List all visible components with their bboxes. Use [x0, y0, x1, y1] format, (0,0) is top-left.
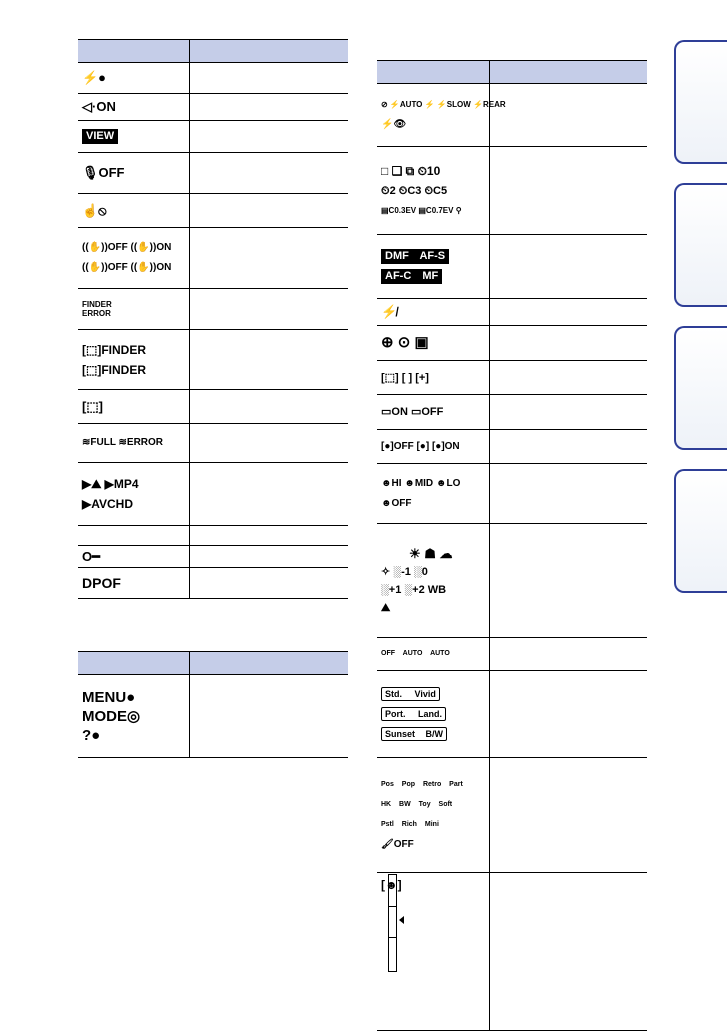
table-row — [78, 121, 348, 153]
picture-effect-icons: Pos Pop Retro Part — [381, 781, 463, 788]
sensitivity-indicator-icon — [399, 916, 404, 924]
playback-avchd-icon: ▶AVCHD — [82, 497, 134, 511]
protect-key-icon: O━ — [82, 548, 100, 564]
table-row — [78, 228, 348, 289]
table-row — [377, 464, 647, 524]
bracket-icons: ▤C0.3EV ▤C0.7EV ⚲ — [381, 205, 462, 215]
smile-sensitivity-bar — [388, 874, 397, 972]
icon-table-left-2 — [78, 651, 348, 758]
header-cell-indication — [190, 652, 348, 674]
white-balance-icons-3: ░+1 ░+2 WB — [381, 583, 447, 596]
header-cell-display — [78, 40, 190, 62]
finder-scene-icon: [⬚]FINDER — [82, 362, 146, 377]
table-header — [377, 61, 647, 84]
table-row — [377, 638, 647, 671]
database-icon: ≋FULL ≋ERROR — [82, 437, 164, 448]
steadyshot-active-icon: ((✋))OFF ((✋))ON — [82, 262, 172, 273]
table-row — [78, 289, 348, 330]
finder-error-label-2: ERROR — [82, 309, 111, 318]
drive-mode-icons: □ ❑ ⧉ ⏲10 — [381, 163, 441, 178]
smile-shutter-icons: ☻HI ☻MID ☻LO — [381, 477, 461, 489]
blank-icon — [82, 529, 185, 542]
self-timer-icons: ⏲2 ⏲C3 ⏲C5 — [381, 184, 448, 197]
iso-icons: OFF AUTO AUTO — [381, 650, 450, 657]
header-cell-indication — [490, 61, 647, 83]
metering-mode-icons: ⊕ ⊙ ▣ — [381, 334, 429, 351]
table-row — [78, 546, 348, 568]
flash-charging-icon: ⚡● — [82, 70, 107, 85]
table-row — [78, 675, 348, 757]
focus-mode-icons-2: AF-C MF — [381, 269, 442, 284]
table-row — [78, 390, 348, 424]
tab-operation-search[interactable] — [674, 183, 727, 307]
table-row — [78, 568, 348, 598]
table-row — [78, 463, 348, 526]
table-row — [377, 524, 647, 638]
table-row — [78, 526, 348, 546]
help-button-icon: ?● — [82, 726, 101, 744]
touch-disabled-icon: ☝⦸ — [82, 202, 107, 218]
white-balance-icons-2: ✧ ░-1 ░0 — [381, 565, 428, 578]
custom-wb-icon: ⛰ — [381, 601, 391, 614]
table-row — [377, 147, 647, 235]
picture-effect-icons-3: Pstl Rich Mini — [381, 821, 439, 828]
table-row — [377, 235, 647, 299]
creative-style-std-vivid: Std. Vivid — [381, 687, 440, 701]
af-illuminator-icon: ◁·ON — [82, 99, 116, 114]
face-detection-icons: [●]OFF [●] [●]ON — [381, 440, 460, 452]
table-row — [377, 395, 647, 430]
table-row — [377, 299, 647, 326]
table-row — [78, 194, 348, 228]
table-row — [377, 361, 647, 395]
dpof-icon: DPOF — [82, 575, 121, 591]
finder-error-label: FINDER — [82, 300, 112, 309]
table-row — [377, 758, 647, 873]
tab-contents[interactable] — [674, 40, 727, 164]
table-header — [78, 652, 348, 675]
table-row — [377, 671, 647, 758]
steadyshot-icon: ((✋))OFF ((✋))ON — [82, 242, 172, 253]
header-cell-display — [78, 652, 190, 674]
red-eye-icon: ⚡👁 — [381, 119, 407, 130]
finder-auto-icon: [⬚]FINDER — [82, 342, 146, 357]
table-row — [377, 326, 647, 361]
mode-button-icon: MODE◎ — [82, 708, 141, 725]
table-row — [78, 330, 348, 390]
flash-mode-icons: ⊘ ⚡AUTO ⚡ ⚡SLOW ⚡REAR — [381, 100, 506, 109]
flash-off-icon: ⚡̸ — [381, 304, 398, 319]
dro-icons: ▭ON ▭OFF — [381, 406, 444, 418]
table-row — [78, 153, 348, 194]
table-row — [377, 84, 647, 147]
heat-warning-icon: [⬚] — [82, 398, 103, 414]
tab-settings-search[interactable] — [674, 326, 727, 450]
header-cell-indication — [190, 40, 348, 62]
smile-shutter-off-icon: ☻OFF — [381, 497, 412, 509]
table-row — [377, 430, 647, 464]
header-cell-display — [377, 61, 490, 83]
icon-table-left — [78, 39, 348, 599]
playback-folder-icon: ▶⛰ ▶MP4 — [82, 477, 139, 491]
white-balance-icons: ☀ ☗ ☁ — [409, 545, 453, 561]
creative-style-port-land: Port. Land. — [381, 707, 446, 721]
focus-mode-icons: DMF AF-S — [381, 249, 449, 264]
view-icon: VIEW — [82, 129, 118, 144]
mic-off-icon: 🎙OFF — [82, 165, 125, 180]
smile-detection-icon: [☻] — [381, 877, 402, 892]
table-row — [78, 63, 348, 94]
tab-index[interactable] — [674, 469, 727, 593]
icon-table-right — [377, 60, 647, 1031]
picture-effect-icons-2: HK BW Toy Soft — [381, 801, 453, 808]
picture-effect-off-icon: 🖌OFF — [381, 839, 414, 850]
focus-area-icons: [⬚] [ ] [+] — [381, 371, 429, 384]
table-row — [78, 94, 348, 121]
table-row — [377, 873, 647, 1030]
creative-style-sunset-bw: Sunset B/W — [381, 727, 447, 741]
table-row — [78, 424, 348, 463]
menu-button-icon: MENU● — [82, 688, 136, 706]
table-header — [78, 40, 348, 63]
